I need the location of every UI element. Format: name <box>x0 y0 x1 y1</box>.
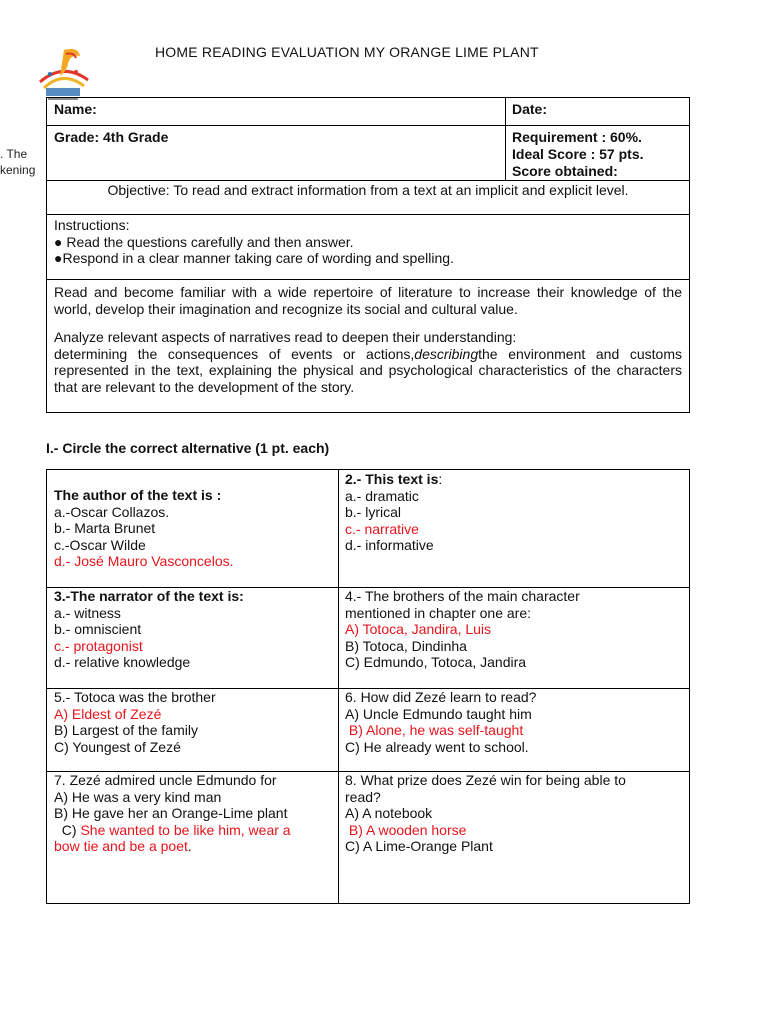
learning-goals-box <box>46 279 690 413</box>
divider <box>47 125 689 126</box>
name-label: Name: <box>54 101 97 117</box>
question-4 <box>345 588 580 671</box>
question-7 <box>54 772 291 855</box>
option-suffix: . <box>187 838 192 854</box>
option-prefix: C) <box>54 821 81 838</box>
ideal-score-label: Ideal Score : 57 pts. <box>512 146 644 162</box>
goal-text-part: the environment and customs represented in the text, explaining the physical and psychological characteristics of the characters that are relevant to the development of the story. <box>54 345 682 395</box>
divider <box>47 180 689 181</box>
goal-text-part: determining the consequences of events or actions, <box>54 345 415 362</box>
answer-option[interactable]: A) Uncle Edmundo taught him <box>345 705 532 722</box>
section-title: I.- Circle the correct alternative (1 pt. each) <box>46 440 330 456</box>
date-label: Date: <box>512 101 548 117</box>
correct-answer-option[interactable]: B) Alone, he was self-taught <box>345 722 524 738</box>
answer-option[interactable]: d.- informative <box>345 537 434 553</box>
answer-option[interactable]: d.- relative knowledge <box>54 654 191 670</box>
answer-option[interactable]: a.- dramatic <box>345 487 419 504</box>
question-5 <box>54 689 216 755</box>
goal-text-italic: describing <box>414 345 479 362</box>
answer-option[interactable]: b.- lyrical <box>345 504 402 520</box>
answer-option[interactable]: C) Edmundo, Totoca, Jandira <box>345 654 527 670</box>
goal-text: Analyze relevant aspects of narratives read to deepen their understanding: <box>54 329 517 345</box>
instruction-item: ●Respond in a clear manner taking care of wording and spelling. <box>54 250 454 266</box>
answer-option[interactable]: C) Youngest of Zezé <box>54 738 181 755</box>
question-text: 8. What prize does Zezé win for being able to <box>345 772 626 788</box>
correct-answer-option[interactable]: d.- José Mauro Vasconcelos. <box>54 553 234 569</box>
answer-option[interactable]: c.-Oscar Wilde <box>54 536 146 553</box>
question-text-bold: 2.- This text is <box>345 471 439 487</box>
divider <box>505 98 506 180</box>
correct-answer-continuation[interactable] <box>54 838 291 855</box>
answer-option[interactable]: C) He already went to school. <box>345 738 529 755</box>
goal-paragraph <box>54 329 682 395</box>
objective-text: Objective: To read and extract information from a text at an implicit and explicit level. <box>107 182 629 198</box>
question-text: 6. How did Zezé learn to read? <box>345 689 537 705</box>
header-table <box>46 97 690 215</box>
answer-option[interactable]: b.- omniscient <box>54 621 142 637</box>
correct-answer-option[interactable] <box>54 822 291 839</box>
answer-option[interactable]: C) A Lime-Orange Plant <box>345 838 493 854</box>
margin-fragment: . The <box>0 147 28 161</box>
goal-text <box>54 346 682 396</box>
question-text: 5.- Totoca was the brother <box>54 689 216 705</box>
score-obtained-label: Score obtained: <box>512 163 618 179</box>
questions-table <box>46 469 690 904</box>
correct-answer-option[interactable]: c.- narrative <box>345 520 419 537</box>
answer-option[interactable]: B) Totoca, Dindinha <box>345 637 467 654</box>
answer-option[interactable]: a.-Oscar Collazos. <box>54 503 170 520</box>
requirement-label: Requirement : 60%. <box>512 129 642 145</box>
answer-option[interactable]: A) A notebook <box>345 805 433 821</box>
instructions-box <box>46 214 690 280</box>
answer-option[interactable]: b.- Marta Brunet <box>54 520 156 536</box>
question-1 <box>54 487 234 570</box>
question-text: 7. Zezé admired uncle Edmundo for <box>54 772 277 788</box>
answer-option[interactable]: A) He was a very kind man <box>54 788 222 805</box>
answer-option[interactable]: B) He gave her an Orange-Lime plant <box>54 805 288 821</box>
margin-fragment: kening <box>0 163 36 177</box>
answer-option[interactable]: B) Largest of the family <box>54 722 198 738</box>
goal-text: Read and become familiar with a wide repertoire of literature to increase their knowledge of the world, develop their imagination and recognize its social and cultural value. <box>54 284 682 317</box>
correct-answer-text: She wanted to be like him, wear a <box>80 821 291 838</box>
grade-label: Grade: 4th Grade <box>54 129 169 145</box>
goal-paragraph <box>54 284 682 317</box>
divider <box>338 470 339 903</box>
instructions-heading: Instructions: <box>54 217 130 233</box>
question-text-rest: : <box>438 471 443 487</box>
question-text: mentioned in chapter one are: <box>345 604 532 621</box>
instruction-item: ● Read the questions carefully and then answer. <box>54 234 354 250</box>
question-8 <box>345 772 626 855</box>
question-text: 3.-The narrator of the text is: <box>54 588 244 604</box>
question-text: 4.- The brothers of the main character <box>345 588 580 604</box>
question-2 <box>345 471 442 554</box>
correct-answer-option[interactable]: c.- protagonist <box>54 637 143 654</box>
correct-answer-option[interactable]: A) Eldest of Zezé <box>54 705 162 722</box>
question-text <box>345 471 442 488</box>
question-6 <box>345 689 536 755</box>
document-title: HOME READING EVALUATION MY ORANGE LIME PLANT <box>155 44 539 60</box>
question-text: The author of the text is : <box>54 487 222 503</box>
correct-answer-option[interactable]: A) Totoca, Jandira, Luis <box>345 621 492 637</box>
question-3 <box>54 588 244 671</box>
correct-answer-option[interactable]: B) A wooden horse <box>345 821 467 838</box>
question-text: read? <box>345 788 381 805</box>
answer-option[interactable]: a.- witness <box>54 604 121 621</box>
correct-answer-text: bow tie and be a poet <box>54 838 188 854</box>
